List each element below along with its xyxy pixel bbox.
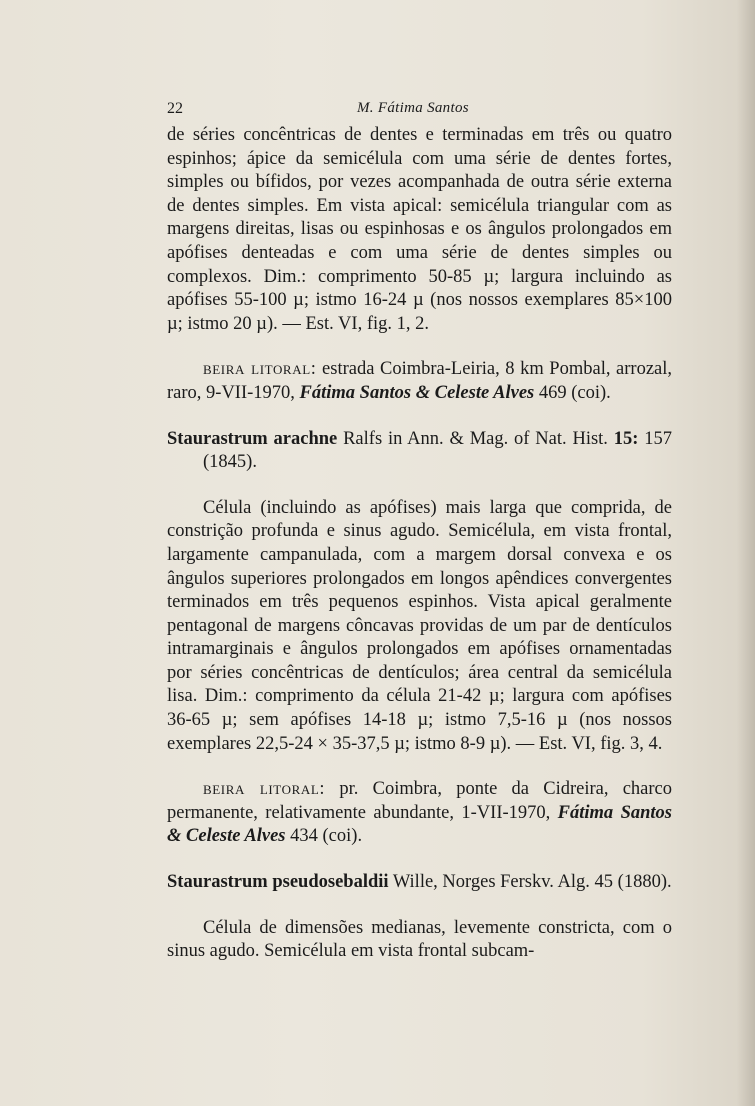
species-reference: Ralfs in Ann. & Mag. of Nat. Hist. [337, 428, 614, 449]
herbarium-code: 434 (coi). [285, 826, 363, 847]
reference-volume: 15: [613, 428, 639, 449]
reference-year: 157 (1845). [203, 428, 672, 473]
species-heading-1 [167, 428, 672, 475]
herbarium-code: 469 (coi). [534, 382, 611, 403]
page-number: 22 [167, 100, 183, 117]
page-header [167, 100, 672, 122]
description-paragraph-3: Célula de dimensões medianas, levemente constricta, com o sinus agudo. Semicélula em vista frontal subcam- [167, 917, 672, 962]
species-name: Staurastrum pseudosebaldii [167, 872, 389, 893]
species-name: Staurastrum arachne [167, 428, 338, 449]
locality-paragraph-1 [167, 358, 672, 405]
description-paragraph-2: Célula (incluindo as apófises) mais larga que comprida, de constrição profunda e sinus agudo. Semicélula, em vista frontal, largamente campanulada, com a margem dorsal convexa e os ângulos superiores prolongados em longos apêndices convergentes terminados em três pequenos espinhos. Vista apical geralmente pentagonal de margens côncavas providas de um par de dentículos intramarginais e ângulos prolongados em apófises ornamentadas por séries concêntricas de dentículos; área central da semicélula lisa. Dim.: comprimento da célula 21-42 µ; largura com apófises 36-65 µ; sem apófises 14-18 µ; istmo 7,5-16 µ (nos nossos exemplares 22,5-24 × 35-37,5 µ; istmo 8-9 µ). — Est. VI, fig. 3, 4. [167, 497, 672, 754]
species-heading-2 [167, 871, 672, 895]
description-paragraph-1: de séries concêntricas de dentes e terminadas em três ou quatro espinhos; ápice da semicélula com uma série de dentes fortes, simples ou bífidos, por vezes acompanhada de outra série externa de dentes simples. Em vista apical: semicélula triangular com as margens direitas, lisas ou espinhosas e os ângulos prolongados em apófises denteadas e com uma série de dentes simples ou complexos. Dim.: comprimento 50-85 µ; largura incluindo as apófises 55-100 µ; istmo 16-24 µ (nos nossos exemplares 85×100 µ; istmo 20 µ). — Est. VI, fig. 1, 2. [167, 125, 672, 334]
running-head: M. Fátima Santos [357, 100, 469, 116]
region-label: beira litoral: [203, 779, 326, 800]
species-reference: Wille, Norges Ferskv. Alg. 45 (1880). [388, 872, 672, 893]
body-text [167, 124, 672, 964]
region-label: beira litoral: [203, 359, 317, 380]
collectors: Fátima Santos & Celeste Alves [167, 802, 672, 847]
locality-text: estrada Coimbra-Leiria, 8 km Pombal, arrozal, raro, 9-VII-1970, [167, 359, 673, 403]
collectors: Fátima Santos & Celeste Alves [299, 382, 535, 403]
locality-paragraph-2 [167, 778, 672, 849]
page-edge-shadow [737, 0, 755, 1106]
locality-text: pr. Coimbra, ponte da Cidreira, charco permanente, relativamente abundante, 1-VII-1970, [167, 779, 672, 823]
